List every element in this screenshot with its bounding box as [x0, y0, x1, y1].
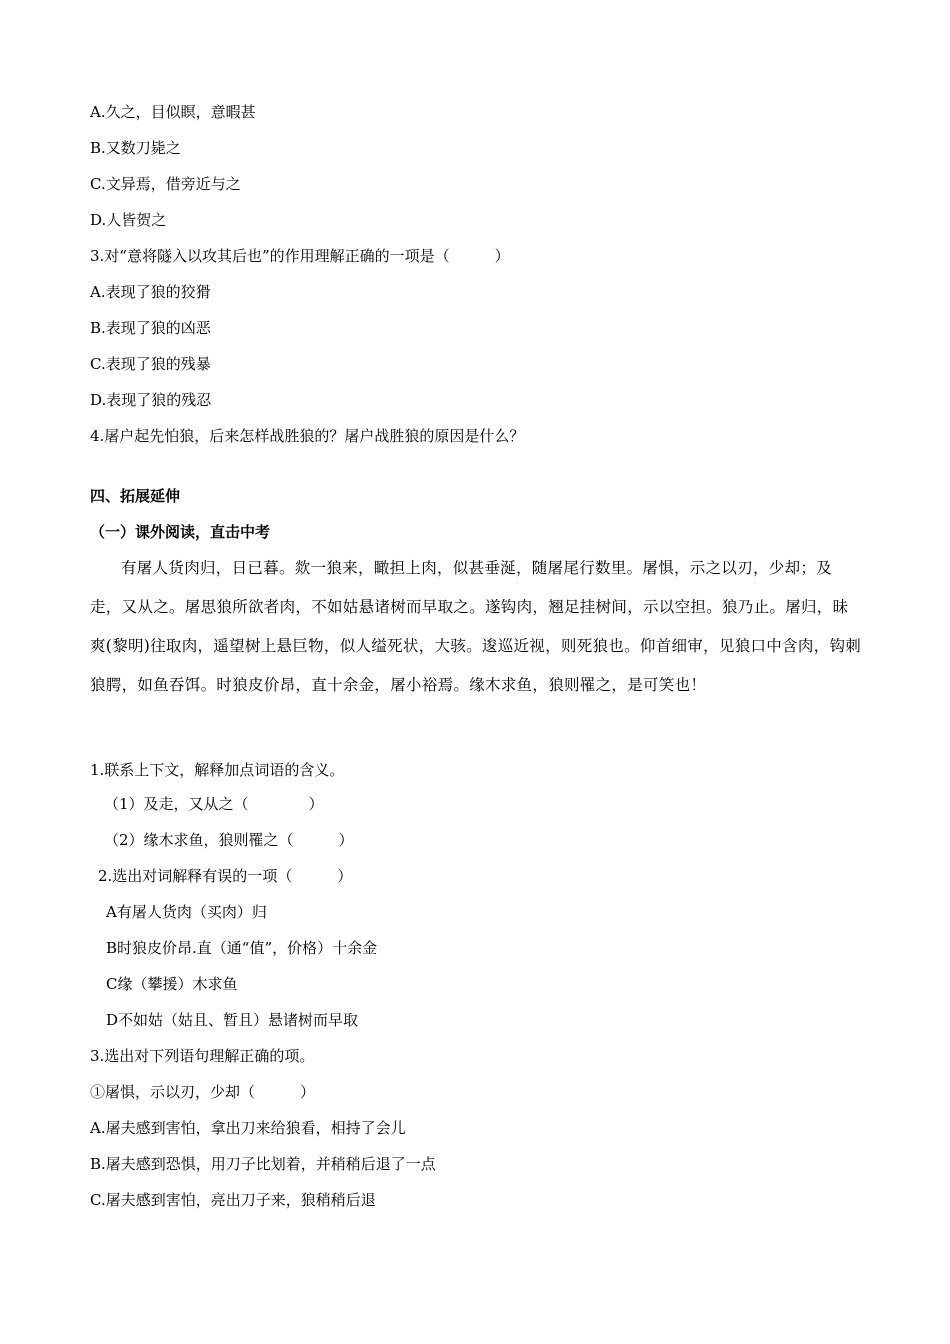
ex3-sub-1: ①屠惧，示以刃，少却（ ）	[90, 1083, 316, 1101]
q3-option-a: A.表现了狼的狡猾	[90, 283, 211, 301]
q3-option-c: C.表现了狼的残暴	[90, 355, 211, 373]
ex1-stem: 1.联系上下文，解释加点词语的含义。	[90, 761, 345, 779]
q2-option-a: A.久之，目似瞑，意暇甚	[90, 103, 256, 121]
q4-stem: 4.屠户起先怕狼，后来怎样战胜狼的？屠户战胜狼的原因是什么？	[90, 427, 525, 445]
ex1-item-2: （2）缘木求鱼，狼则罹之（ ）	[104, 831, 354, 849]
q2-option-d: D.人皆贺之	[90, 211, 167, 229]
ex3-stem: 3.选出对下列语句理解正确的项。	[90, 1047, 315, 1065]
reading-passage: 有屠人货肉归，日已暮。欻一狼来，瞰担上肉，似甚垂涎，随屠尾行数里。屠惧，示之以刃，少却；及走，又从之。屠思狼所欲者肉，不如姑悬诸树而早取之。遂钩肉，翘足挂树间，示以空担。狼乃止。屠归，昧爽(黎明)往取肉，遥望树上悬巨物，似人缢死状，大骇。逡巡近视，则死狼也。仰首细审，见狼口中含肉，钩刺狼腭，如鱼吞饵。时狼皮价昂，直十余金，屠小裕焉。缘木求鱼，狼则罹之，是可笑也！	[90, 559, 862, 694]
q3-stem: 3.对“意将隧入以攻其后也”的作用理解正确的一项是（ ）	[90, 247, 510, 265]
ex3-option-b: B.屠夫感到恐惧，用刀子比划着，并稍稍后退了一点	[90, 1155, 436, 1173]
q3-option-b: B.表现了狼的凶恶	[90, 319, 211, 337]
ex2-option-b: B时狼皮价昂.直（通“值”，价格）十余金	[106, 939, 378, 957]
ex2-option-c: C缘（攀援）木求鱼	[106, 975, 238, 993]
ex1-item-1: （1）及走，又从之（ ）	[104, 795, 324, 813]
ex2-option-a: A有屠人货肉（买肉）归	[106, 903, 267, 921]
section-title: 四、拓展延伸	[90, 487, 181, 505]
q3-option-d: D.表现了狼的残忍	[90, 391, 212, 409]
q2-option-b: B.又数刀毙之	[90, 139, 181, 157]
q2-option-c: C.文异焉，借旁近与之	[90, 175, 241, 193]
section-subtitle: （一）课外阅读，直击中考	[90, 523, 271, 541]
ex2-option-d: D不如姑（姑且、暂且）悬诸树而早取	[106, 1011, 359, 1029]
ex3-option-a: A.屠夫感到害怕，拿出刀来给狼看，相持了会儿	[90, 1119, 406, 1137]
ex2-stem: 2.选出对词解释有误的一项（ ）	[98, 867, 353, 885]
ex3-option-c: C.屠夫感到害怕，亮出刀子来，狼稍稍后退	[90, 1191, 376, 1209]
